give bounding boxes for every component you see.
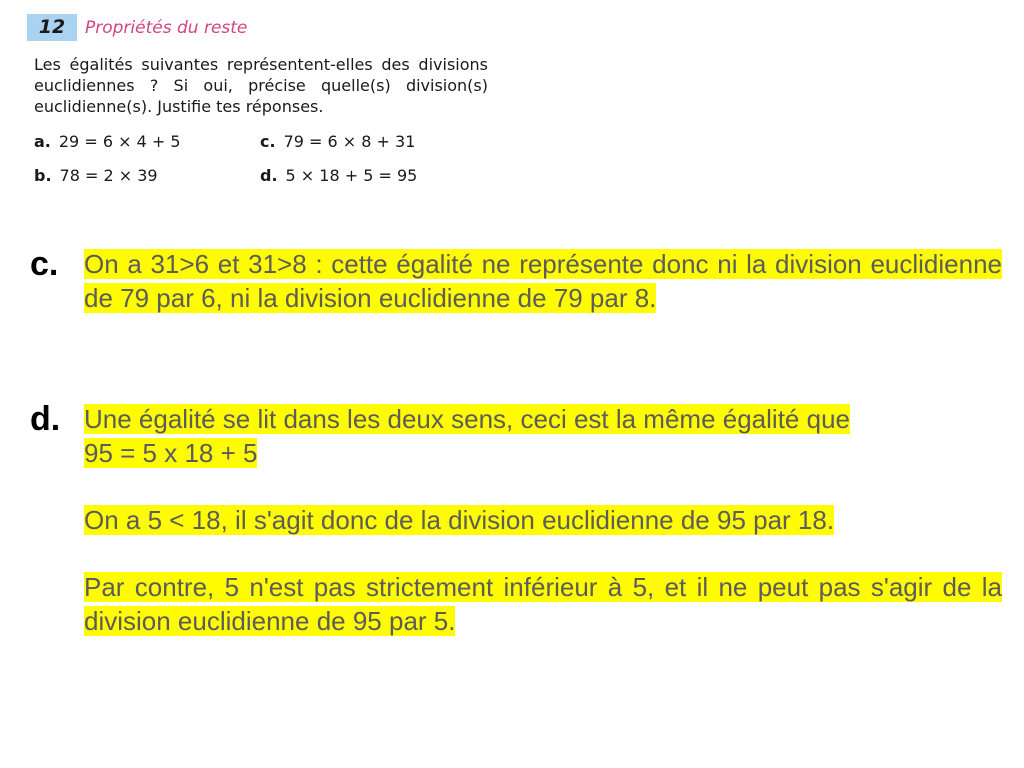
answer-d-line-1: Une égalité se lit dans les deux sens, ceci est la même égalité que — [84, 404, 850, 434]
equation-label: c. — [260, 132, 276, 151]
equation-label: b. — [34, 166, 52, 185]
answer-d-highlight-2: On a 5 < 18, il s'agit donc de la division euclidienne de 95 par 18. — [84, 505, 835, 535]
answer-d-paragraph-1 — [84, 402, 1002, 470]
answer-c-text — [84, 247, 1002, 315]
answer-d-line-2: 95 = 5 x 18 + 5 — [84, 438, 258, 468]
equation-item-b — [34, 166, 158, 185]
equation-item-d — [260, 166, 417, 185]
answer-d-label: d. — [30, 400, 61, 438]
answer-d-paragraph-3 — [84, 570, 1002, 638]
equation-expression: 79 = 6 × 8 + 31 — [283, 132, 416, 151]
exercise-prompt: Les égalités suivantes représentent-elles des divisions euclidiennes ? Si oui, précise quelle(s) division(s) euclidienne(s). Justifie tes réponses. — [34, 55, 488, 116]
answer-d-paragraph-2 — [84, 503, 1002, 537]
equation-item-a — [34, 132, 181, 151]
exercise-title: Propriétés du reste — [85, 17, 248, 38]
equation-item-c — [260, 132, 415, 151]
exercise-number-badge: 12 — [27, 14, 77, 41]
answer-d-highlight-3: Par contre, 5 n'est pas strictement inférieur à 5, et il ne peut pas s'agir de la division euclidienne de 95 par 5. — [84, 572, 1002, 636]
answer-c-highlight: On a 31>6 et 31>8 : cette égalité ne représente donc ni la division euclidienne de 79 par 6, ni la division euclidienne de 79 par 8. — [84, 249, 1002, 313]
equation-label: d. — [260, 166, 278, 185]
equation-expression: 5 × 18 + 5 = 95 — [285, 166, 418, 185]
equation-label: a. — [34, 132, 51, 151]
equation-expression: 78 = 2 × 39 — [59, 166, 158, 185]
exercise-header — [27, 14, 247, 41]
equation-expression: 29 = 6 × 4 + 5 — [58, 132, 181, 151]
answer-c-label: c. — [30, 245, 59, 283]
